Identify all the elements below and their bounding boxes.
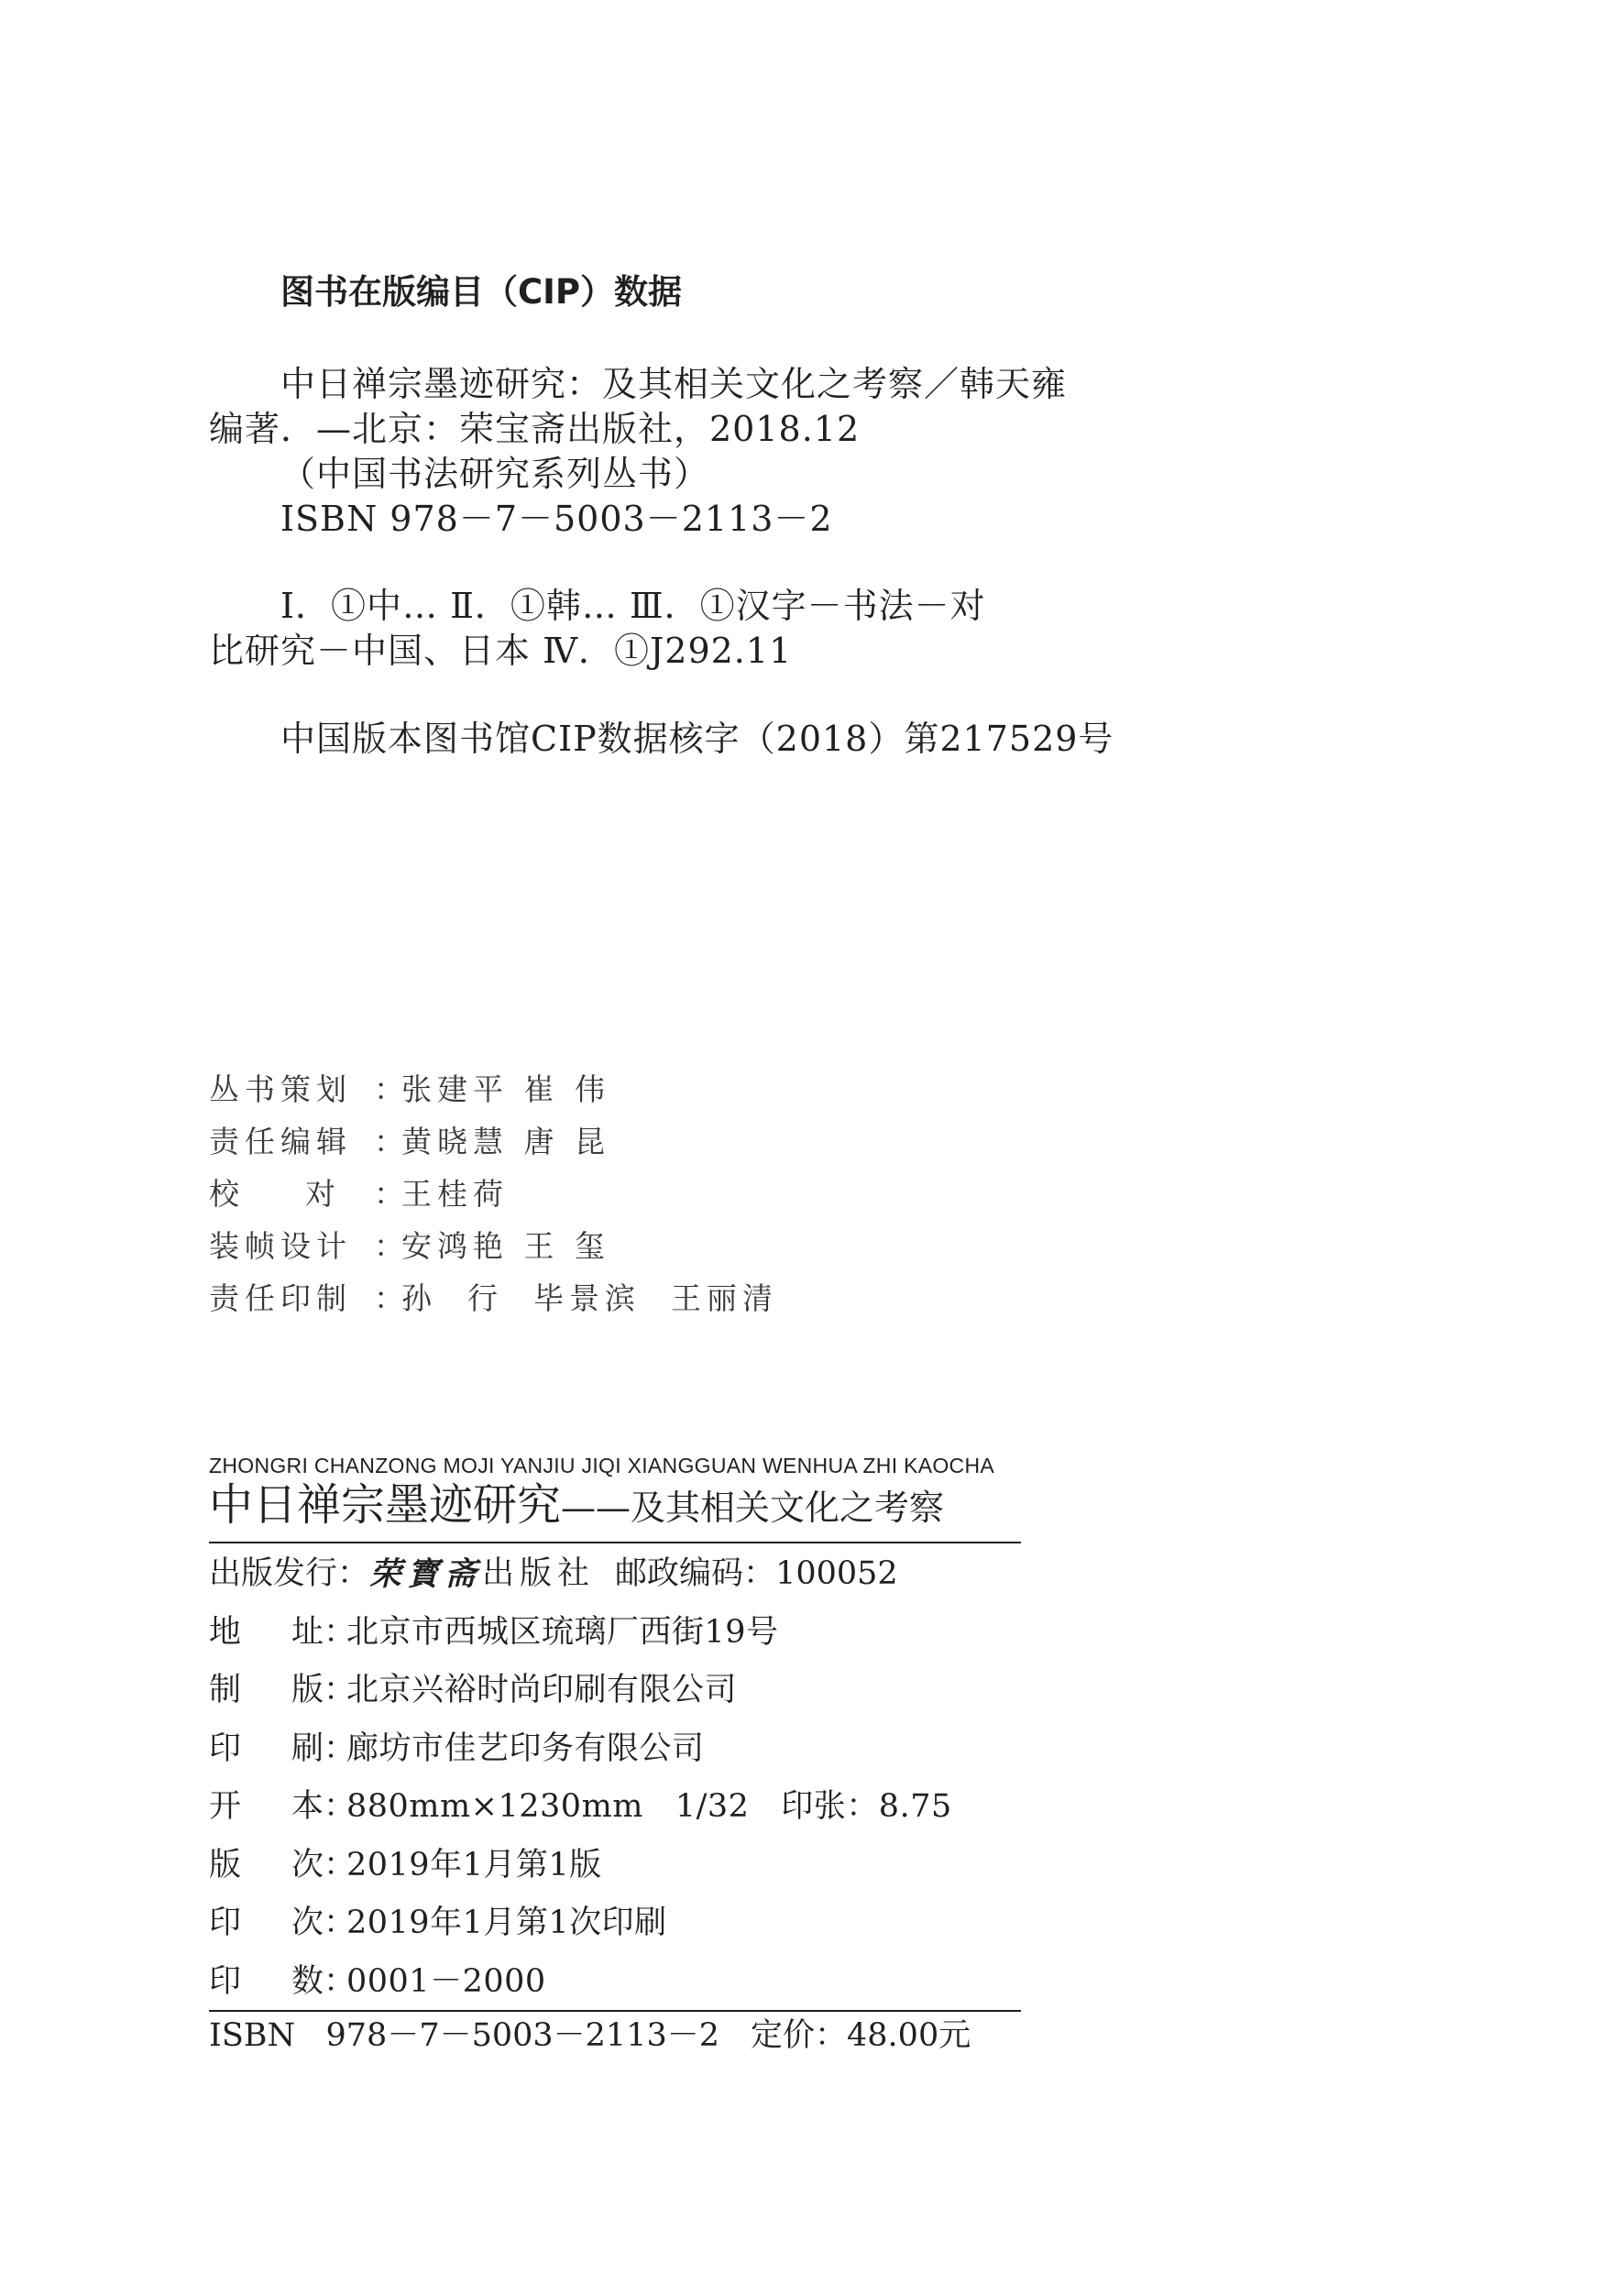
publisher-label: 出版发行： (209, 1555, 370, 1592)
colophon-row (209, 1662, 952, 1720)
colophon-row (209, 1720, 952, 1779)
print-run-value: 0001－2000 (346, 1962, 546, 2000)
staff-names: 王桂荷 (401, 1176, 509, 1212)
book-title-main: 中日禅宗墨迹研究 (209, 1479, 562, 1531)
colophon-label: 开 (209, 1788, 242, 1825)
impression-value: 2019年1月第1次印刷 (346, 1905, 667, 1941)
colophon-label-end: 本： (291, 1788, 357, 1825)
publisher-row (209, 1545, 952, 1604)
isbn-footer: ISBN 978－7－5003－2113－2 (209, 2017, 720, 2054)
colophon-row (209, 1837, 952, 1895)
staff-list (209, 1063, 778, 1324)
staff-role: 丛书策划 (209, 1071, 352, 1107)
postcode: 100052 (775, 1555, 898, 1592)
publisher-name: 出版社 (482, 1555, 596, 1592)
staff-row (209, 1272, 778, 1324)
book-title-subtitle: ——及其相关文化之考察 (561, 1488, 945, 1528)
staff-colon: ： (374, 1280, 410, 1316)
book-title (209, 1477, 944, 1535)
publisher-logo-text: 荣寳斋 (369, 1555, 483, 1593)
colophon-label-end: 址： (291, 1613, 357, 1651)
colophon-row (209, 1778, 952, 1837)
colophon-label-end: 数： (291, 1962, 357, 2000)
cip-isbn-line: ISBN 978－7－5003－2113－2 (280, 499, 833, 539)
colophon-bottom-rule (209, 2010, 1021, 2012)
staff-role: 责任编辑 (209, 1124, 352, 1159)
platemaking-value: 北京兴裕时尚印刷有限公司 (346, 1672, 738, 1708)
staff-row (209, 1220, 778, 1272)
cip-classification-line: Ⅰ．①中… Ⅱ．①韩… Ⅲ．①汉字－书法－对 (280, 586, 986, 626)
colophon-label: 地 (209, 1613, 242, 1651)
colophon-label-end: 版： (291, 1672, 357, 1708)
colophon-label: 印 (209, 1905, 242, 1941)
colophon-top-rule (209, 1542, 1021, 1543)
colophon (209, 1545, 952, 2011)
staff-role: 责任印制 (209, 1280, 352, 1316)
cip-publisher-line: 编著．—北京：荣宝斋出版社，2018.12 (209, 409, 861, 449)
staff-colon: ： (374, 1228, 410, 1264)
book-title-pinyin: ZHONGRI CHANZONG MOJI YANJIU JIQI XIANGGUAN WENHUA ZHI KAOCHA (209, 1454, 995, 1477)
staff-row (209, 1063, 778, 1115)
cip-heading: 图书在版编目（CIP）数据 (280, 272, 683, 312)
staff-role: 校 对 (209, 1176, 341, 1212)
cip-series-line: （中国书法研究系列丛书） (280, 454, 710, 494)
isbn-price-line (209, 2013, 1002, 2059)
colophon-row (209, 1953, 952, 2012)
colophon-label: 印 (209, 1729, 242, 1767)
cip-classification-line-2: 比研究－中国、日本 Ⅳ．①J292.11 (209, 631, 793, 671)
staff-row (209, 1115, 778, 1168)
colophon-label: 版 (209, 1846, 242, 1883)
staff-names: 黄晓慧 唐 昆 (401, 1124, 610, 1159)
staff-names: 孙 行 毕景滨 王丽清 (401, 1280, 778, 1316)
colophon-label-end: 次： (291, 1905, 357, 1941)
colophon-label-end: 刷： (291, 1729, 357, 1767)
colophon-row (209, 1604, 952, 1663)
colophon-label-end: 次： (291, 1846, 357, 1883)
printer-value: 廊坊市佳艺印务有限公司 (346, 1729, 705, 1767)
staff-role: 装帧设计 (209, 1228, 352, 1264)
cip-record-number: 中国版本图书馆CIP数据核字（2018）第217529号 (280, 719, 1114, 759)
staff-colon: ： (374, 1176, 410, 1212)
staff-colon: ： (374, 1124, 410, 1159)
postcode-label: 邮政编码： (615, 1555, 776, 1592)
address-value: 北京市西城区琉璃厂西街19号 (346, 1613, 779, 1651)
cip-title-line: 中日禅宗墨迹研究：及其相关文化之考察／韩天雍 (280, 364, 1068, 404)
staff-names: 张建平 崔 伟 (401, 1071, 610, 1107)
edition-value: 2019年1月第1版 (346, 1846, 602, 1883)
colophon-label: 印 (209, 1962, 242, 2000)
price: 定价：48.00元 (751, 2017, 971, 2054)
colophon-label: 制 (209, 1672, 242, 1708)
staff-names: 安鸿艳 王 玺 (401, 1228, 610, 1264)
staff-row (209, 1168, 778, 1220)
staff-colon: ： (374, 1071, 410, 1107)
format-value: 880mm×1230mm 1/32 印张：8.75 (346, 1788, 952, 1825)
colophon-row (209, 1894, 952, 1953)
